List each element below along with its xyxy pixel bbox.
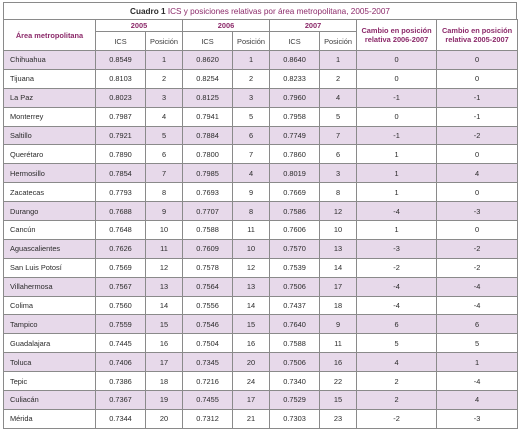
cell-pos-2006: 11 (233, 221, 270, 240)
cell-pos-2006: 3 (233, 88, 270, 107)
table-row (4, 88, 518, 107)
cell-ics-2006: 0.7588 (183, 221, 233, 240)
cell-ics-2005: 0.7559 (96, 315, 146, 334)
cell-ics-2005: 0.7569 (96, 258, 146, 277)
cell-pos-2007: 5 (320, 107, 357, 126)
cell-area: Villahermosa (4, 277, 96, 296)
cell-ics-2007: 0.7669 (270, 183, 320, 202)
cell-pos-2005: 3 (146, 88, 183, 107)
header-area: Área metropolitana (4, 20, 96, 51)
table-row (4, 239, 518, 258)
table-row (4, 221, 518, 240)
cell-ics-2005: 0.7793 (96, 183, 146, 202)
cell-pos-2006: 13 (233, 277, 270, 296)
cell-pos-2005: 20 (146, 409, 183, 428)
cell-ics-2006: 0.8254 (183, 69, 233, 88)
cell-ics-2006: 0.7609 (183, 239, 233, 258)
cell-change-2006-2007: 1 (357, 145, 437, 164)
cell-change-2006-2007: 6 (357, 315, 437, 334)
header-2006: 2006 (183, 20, 270, 32)
cell-ics-2007: 0.8019 (270, 164, 320, 183)
cell-area: Querétaro (4, 145, 96, 164)
cell-pos-2005: 2 (146, 69, 183, 88)
cell-pos-2006: 5 (233, 107, 270, 126)
cell-area: La Paz (4, 88, 96, 107)
cell-change-2005-2007: 0 (437, 183, 518, 202)
cell-change-2006-2007: 1 (357, 183, 437, 202)
cell-ics-2007: 0.8233 (270, 69, 320, 88)
cell-change-2005-2007: 1 (437, 353, 518, 372)
table-row (4, 51, 518, 70)
table-row (4, 145, 518, 164)
cell-ics-2007: 0.7958 (270, 107, 320, 126)
cell-change-2006-2007: -3 (357, 239, 437, 258)
cell-pos-2007: 14 (320, 258, 357, 277)
cell-change-2006-2007: 0 (357, 69, 437, 88)
cell-area: Culiacán (4, 391, 96, 410)
header-change-2006-2007: Cambio en posición relativa 2006-2007 (357, 20, 437, 51)
cell-change-2005-2007: -4 (437, 296, 518, 315)
cell-pos-2007: 7 (320, 126, 357, 145)
cell-change-2005-2007: 4 (437, 391, 518, 410)
cell-change-2006-2007: -2 (357, 409, 437, 428)
table-row (4, 409, 518, 428)
cell-pos-2005: 10 (146, 221, 183, 240)
cell-area: Tepic (4, 372, 96, 391)
cell-pos-2006: 7 (233, 145, 270, 164)
table-row (4, 277, 518, 296)
cell-pos-2007: 11 (320, 334, 357, 353)
cell-pos-2007: 17 (320, 277, 357, 296)
cell-area: Durango (4, 202, 96, 221)
cell-area: Monterrey (4, 107, 96, 126)
table-body (4, 51, 518, 429)
cell-ics-2005: 0.7987 (96, 107, 146, 126)
cell-ics-2007: 0.7506 (270, 277, 320, 296)
ics-table (3, 19, 518, 429)
table-row (4, 391, 518, 410)
cell-pos-2007: 1 (320, 51, 357, 70)
cell-change-2006-2007: 1 (357, 164, 437, 183)
cell-pos-2007: 12 (320, 202, 357, 221)
cell-change-2005-2007: -4 (437, 277, 518, 296)
cell-ics-2007: 0.7960 (270, 88, 320, 107)
cell-ics-2005: 0.7445 (96, 334, 146, 353)
cell-pos-2005: 9 (146, 202, 183, 221)
cell-area: Mérida (4, 409, 96, 428)
table-row (4, 164, 518, 183)
cell-pos-2007: 22 (320, 372, 357, 391)
caption-number: Cuadro 1 (130, 7, 166, 16)
cell-change-2006-2007: -4 (357, 202, 437, 221)
cell-pos-2005: 19 (146, 391, 183, 410)
table-row (4, 183, 518, 202)
cell-pos-2005: 8 (146, 183, 183, 202)
header-ics-2007: ICS (270, 32, 320, 51)
cell-pos-2006: 4 (233, 164, 270, 183)
cell-ics-2006: 0.7985 (183, 164, 233, 183)
cell-area: Saltillo (4, 126, 96, 145)
cell-ics-2006: 0.7578 (183, 258, 233, 277)
header-pos-2007: Posición (320, 32, 357, 51)
cell-pos-2005: 5 (146, 126, 183, 145)
cell-ics-2005: 0.7921 (96, 126, 146, 145)
cell-ics-2006: 0.7884 (183, 126, 233, 145)
cell-pos-2007: 15 (320, 391, 357, 410)
table-container (3, 2, 517, 429)
cell-ics-2005: 0.8023 (96, 88, 146, 107)
cell-ics-2005: 0.7344 (96, 409, 146, 428)
cell-ics-2006: 0.7800 (183, 145, 233, 164)
cell-change-2006-2007: 2 (357, 391, 437, 410)
cell-ics-2005: 0.8103 (96, 69, 146, 88)
cell-pos-2005: 14 (146, 296, 183, 315)
cell-area: Hermosillo (4, 164, 96, 183)
cell-ics-2006: 0.8125 (183, 88, 233, 107)
table-row (4, 315, 518, 334)
cell-ics-2005: 0.7626 (96, 239, 146, 258)
cell-change-2006-2007: 5 (357, 334, 437, 353)
cell-pos-2005: 4 (146, 107, 183, 126)
cell-pos-2005: 13 (146, 277, 183, 296)
cell-ics-2007: 0.7303 (270, 409, 320, 428)
cell-pos-2007: 10 (320, 221, 357, 240)
caption-title: ICS y posiciones relativas por área metropolitana, 2005-2007 (167, 7, 390, 16)
cell-pos-2007: 8 (320, 183, 357, 202)
cell-ics-2007: 0.7606 (270, 221, 320, 240)
cell-change-2006-2007: 0 (357, 107, 437, 126)
cell-change-2005-2007: -2 (437, 126, 518, 145)
table-row (4, 334, 518, 353)
cell-area: Tampico (4, 315, 96, 334)
cell-ics-2005: 0.7406 (96, 353, 146, 372)
cell-ics-2006: 0.7504 (183, 334, 233, 353)
cell-change-2005-2007: -4 (437, 372, 518, 391)
table-row (4, 353, 518, 372)
cell-change-2006-2007: 0 (357, 51, 437, 70)
cell-ics-2005: 0.7890 (96, 145, 146, 164)
cell-ics-2007: 0.7640 (270, 315, 320, 334)
cell-change-2006-2007: -4 (357, 296, 437, 315)
table-row (4, 69, 518, 88)
cell-ics-2007: 0.7586 (270, 202, 320, 221)
cell-ics-2007: 0.8640 (270, 51, 320, 70)
cell-area: Zacatecas (4, 183, 96, 202)
cell-pos-2007: 3 (320, 164, 357, 183)
cell-ics-2005: 0.7386 (96, 372, 146, 391)
cell-change-2005-2007: 0 (437, 69, 518, 88)
cell-area: Aguascalientes (4, 239, 96, 258)
cell-change-2005-2007: 0 (437, 51, 518, 70)
cell-area: Colima (4, 296, 96, 315)
cell-pos-2006: 10 (233, 239, 270, 258)
table-row (4, 107, 518, 126)
cell-change-2005-2007: 6 (437, 315, 518, 334)
cell-change-2006-2007: -4 (357, 277, 437, 296)
cell-pos-2005: 1 (146, 51, 183, 70)
cell-pos-2006: 1 (233, 51, 270, 70)
cell-change-2006-2007: 4 (357, 353, 437, 372)
cell-pos-2007: 23 (320, 409, 357, 428)
cell-pos-2007: 13 (320, 239, 357, 258)
cell-ics-2006: 0.7941 (183, 107, 233, 126)
cell-pos-2007: 18 (320, 296, 357, 315)
cell-ics-2007: 0.7437 (270, 296, 320, 315)
cell-change-2005-2007: 4 (437, 164, 518, 183)
cell-change-2005-2007: -2 (437, 258, 518, 277)
cell-ics-2005: 0.7560 (96, 296, 146, 315)
header-change-2005-2007: Cambio en posición relativa 2005-2007 (437, 20, 518, 51)
cell-ics-2007: 0.7506 (270, 353, 320, 372)
cell-area: Guadalajara (4, 334, 96, 353)
header-ics-2005: ICS (96, 32, 146, 51)
cell-area: Toluca (4, 353, 96, 372)
cell-pos-2005: 12 (146, 258, 183, 277)
cell-pos-2006: 6 (233, 126, 270, 145)
cell-ics-2006: 0.7693 (183, 183, 233, 202)
cell-ics-2006: 0.7707 (183, 202, 233, 221)
cell-change-2005-2007: -2 (437, 239, 518, 258)
cell-change-2005-2007: 0 (437, 221, 518, 240)
cell-pos-2005: 18 (146, 372, 183, 391)
cell-ics-2007: 0.7860 (270, 145, 320, 164)
cell-pos-2007: 16 (320, 353, 357, 372)
cell-ics-2005: 0.7367 (96, 391, 146, 410)
cell-ics-2005: 0.8549 (96, 51, 146, 70)
cell-ics-2006: 0.7345 (183, 353, 233, 372)
table-row (4, 126, 518, 145)
cell-pos-2005: 6 (146, 145, 183, 164)
header-ics-2006: ICS (183, 32, 233, 51)
cell-ics-2007: 0.7340 (270, 372, 320, 391)
table-row (4, 372, 518, 391)
cell-ics-2006: 0.7564 (183, 277, 233, 296)
cell-ics-2005: 0.7688 (96, 202, 146, 221)
cell-pos-2005: 7 (146, 164, 183, 183)
cell-pos-2006: 15 (233, 315, 270, 334)
cell-ics-2006: 0.7556 (183, 296, 233, 315)
cell-pos-2005: 11 (146, 239, 183, 258)
cell-pos-2006: 21 (233, 409, 270, 428)
cell-change-2005-2007: -1 (437, 107, 518, 126)
cell-change-2006-2007: -1 (357, 126, 437, 145)
cell-pos-2006: 14 (233, 296, 270, 315)
header-pos-2005: Posición (146, 32, 183, 51)
cell-pos-2007: 4 (320, 88, 357, 107)
cell-change-2006-2007: 2 (357, 372, 437, 391)
cell-pos-2005: 16 (146, 334, 183, 353)
cell-pos-2006: 16 (233, 334, 270, 353)
cell-pos-2005: 17 (146, 353, 183, 372)
table-row (4, 258, 518, 277)
header-2007: 2007 (270, 20, 357, 32)
cell-pos-2006: 24 (233, 372, 270, 391)
cell-pos-2007: 9 (320, 315, 357, 334)
cell-change-2006-2007: 1 (357, 221, 437, 240)
cell-area: Chihuahua (4, 51, 96, 70)
cell-pos-2007: 6 (320, 145, 357, 164)
cell-pos-2007: 2 (320, 69, 357, 88)
cell-ics-2005: 0.7854 (96, 164, 146, 183)
cell-change-2005-2007: -3 (437, 409, 518, 428)
cell-ics-2005: 0.7648 (96, 221, 146, 240)
cell-ics-2006: 0.7546 (183, 315, 233, 334)
cell-change-2005-2007: 5 (437, 334, 518, 353)
cell-ics-2007: 0.7570 (270, 239, 320, 258)
cell-change-2005-2007: -1 (437, 88, 518, 107)
cell-ics-2006: 0.7312 (183, 409, 233, 428)
cell-change-2006-2007: -1 (357, 88, 437, 107)
cell-ics-2006: 0.7455 (183, 391, 233, 410)
cell-area: San Luis Potosí (4, 258, 96, 277)
cell-change-2005-2007: 0 (437, 145, 518, 164)
cell-pos-2006: 17 (233, 391, 270, 410)
table-caption (3, 2, 517, 19)
cell-pos-2006: 2 (233, 69, 270, 88)
table-row (4, 202, 518, 221)
cell-ics-2006: 0.7216 (183, 372, 233, 391)
cell-ics-2006: 0.8620 (183, 51, 233, 70)
cell-ics-2007: 0.7749 (270, 126, 320, 145)
cell-change-2005-2007: -3 (437, 202, 518, 221)
header-pos-2006: Posición (233, 32, 270, 51)
table-row (4, 296, 518, 315)
cell-ics-2007: 0.7588 (270, 334, 320, 353)
cell-ics-2007: 0.7529 (270, 391, 320, 410)
cell-pos-2006: 12 (233, 258, 270, 277)
cell-change-2006-2007: -2 (357, 258, 437, 277)
cell-pos-2006: 8 (233, 202, 270, 221)
cell-area: Tijuana (4, 69, 96, 88)
cell-area: Cancún (4, 221, 96, 240)
cell-pos-2006: 20 (233, 353, 270, 372)
header-2005: 2005 (96, 20, 183, 32)
cell-ics-2005: 0.7567 (96, 277, 146, 296)
cell-pos-2005: 15 (146, 315, 183, 334)
cell-ics-2007: 0.7539 (270, 258, 320, 277)
cell-pos-2006: 9 (233, 183, 270, 202)
